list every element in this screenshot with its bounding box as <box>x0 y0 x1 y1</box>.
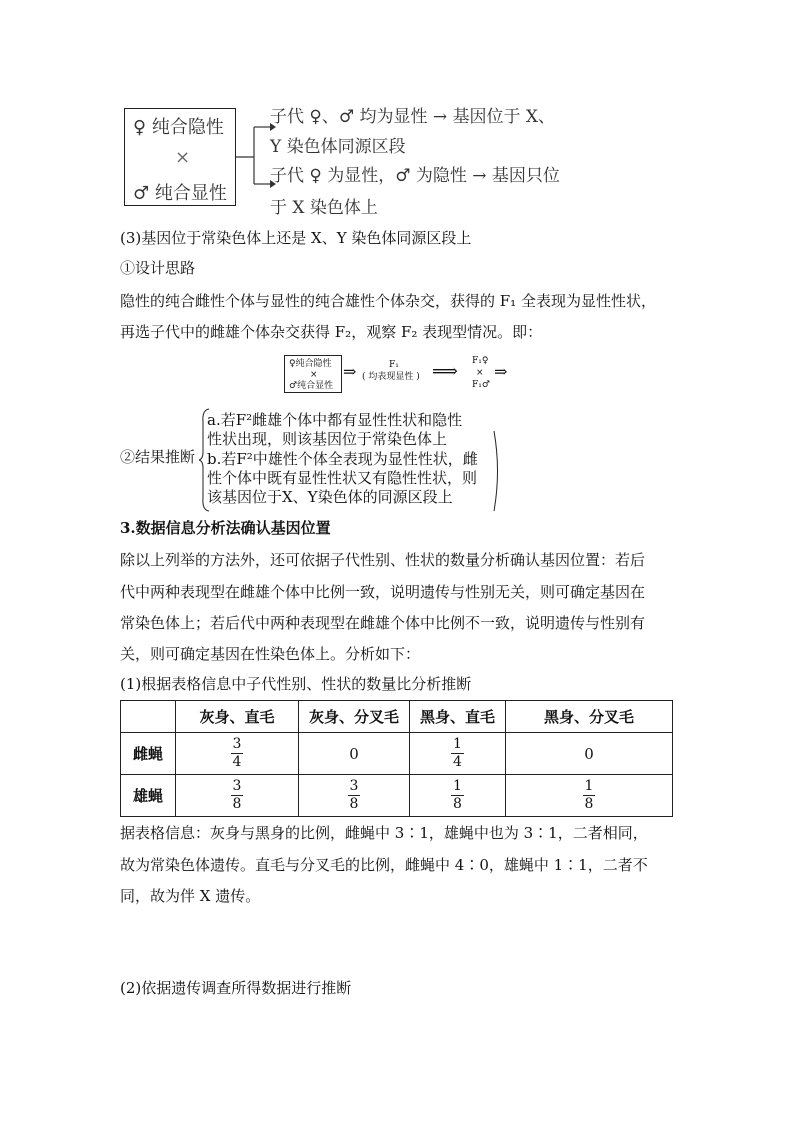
table-cell <box>299 775 410 817</box>
result-b-line1: b.若F²中雄性个体全表现为显性性状，雌 <box>207 450 478 468</box>
header-cell: 黑身、分叉毛 <box>506 701 673 733</box>
outcome2-line2: 于 X 染色体上 <box>270 198 378 218</box>
table-cell <box>176 775 299 817</box>
fraction: $\frac{3}{8}$ <box>349 778 359 812</box>
result-b-line3: 该基因位于X、Y染色体的同源区段上 <box>207 488 453 506</box>
outcome2-line1: 子代 ♀ 为显性，♂ 为隐性 → 基因只位 <box>270 166 560 186</box>
design-line2: 再选子代中的雌雄个体杂交获得 F₂，观察 F₂ 表现型情况。即： <box>120 323 543 341</box>
row-label-female: 雌蝇 <box>121 733 176 775</box>
header-cell: 灰身、直毛 <box>176 701 299 733</box>
data-section-heading: 3.数据信息分析法确认基因位置 <box>120 519 331 537</box>
small-female-label: ♀纯合隐性 <box>289 359 332 369</box>
table-row <box>121 733 673 775</box>
male-dominant-label: ♂ 纯合显性 <box>133 183 227 204</box>
table-cell <box>410 775 506 817</box>
fraction: $\frac{3}{8}$ <box>232 778 242 812</box>
long-arrow: ⟹ <box>432 361 456 382</box>
f1-female-label: F₁♀ <box>472 356 489 366</box>
data-para-line3: 常染色体上；若后代中两种表现型在雌雄个体中比例不一致，说明遗传与性别有 <box>120 614 646 632</box>
design-title: ①设计思路 <box>120 259 196 277</box>
fraction: $\frac{1}{8}$ <box>584 778 594 812</box>
arrow-to-f2: ⇒ <box>494 362 508 381</box>
result-b-line2: 性个体中既有显性性状又有隐性性状，则 <box>207 469 478 487</box>
analysis-line2: 故为常染色体遗传。直毛与分叉毛的比例，雌蝇中 4∶0，雄蝇中 1∶1，二者不 <box>120 856 648 874</box>
outcome1-line1: 子代 ♀、♂ 均为显性 → 基因位于 X、 <box>270 107 556 127</box>
f1-cross-symbol: × <box>476 368 484 378</box>
result-a-line2: 性状出现，则该基因位于常染色体上 <box>207 430 448 448</box>
design-line1: 隐性的纯合雌性个体与显性的纯合雄性个体杂交，获得的 F₁ 全表现为显性性状， <box>120 292 656 310</box>
fraction: $\frac{1}{4}$ <box>453 736 462 770</box>
header-cell: 灰身、分叉毛 <box>299 701 410 733</box>
header-cell: 黑身、直毛 <box>410 701 506 733</box>
small-cross-box <box>284 355 342 393</box>
table-row <box>121 775 673 817</box>
small-male-label: ♂纯合显性 <box>289 381 334 391</box>
header-cell <box>121 701 176 733</box>
table-cell: 0 <box>506 733 673 775</box>
result-a-line1: a.若F²雌雄个体中都有显性性状和隐性 <box>207 411 463 429</box>
data-sub1: (1)根据表格信息中子代性别、性状的数量比分析推断 <box>120 675 472 693</box>
table-cell <box>506 775 673 817</box>
analysis-line1: 据表格信息：灰身与黑身的比例，雌蝇中 3∶1，雄蝇中也为 3∶1，二者相同， <box>120 824 648 842</box>
fraction: $\frac{3}{4}$ <box>232 736 242 770</box>
arrow-to-f1: ⇒ <box>343 362 357 381</box>
data-para-line4: 关，则可确定基因在性染色体上。分析如下： <box>120 645 421 663</box>
row-label-male: 雄蝇 <box>121 775 176 817</box>
fraction: $\frac{1}{8}$ <box>453 778 462 812</box>
outcome1-line2: Y 染色体同源区段 <box>270 137 406 157</box>
table-cell <box>176 733 299 775</box>
table-header-row <box>121 701 673 733</box>
parent-cross-box <box>124 108 236 206</box>
data-para-line2: 代中两种表现型在雌雄个体中比例一致，说明遗传与性别无关，则可确定基因在 <box>120 583 646 601</box>
f1-label: F₁ <box>389 360 399 370</box>
results-label: ②结果推断 <box>120 448 196 466</box>
analysis-line3: 同，故为伴 X 遗传。 <box>120 887 261 905</box>
f1-male-label: F₁♂ <box>472 380 490 390</box>
section3-heading: (3)基因位于常染色体上还是 X、Y 染色体同源区段上 <box>120 229 472 247</box>
table-cell <box>410 733 506 775</box>
female-recessive-label: ♀ 纯合隐性 <box>133 117 224 138</box>
table-cell: 0 <box>299 733 410 775</box>
f1-description: ( 均表现显性 ) <box>362 372 420 382</box>
cross-symbol: × <box>175 147 191 168</box>
small-cross-symbol: × <box>310 370 318 380</box>
sub2-heading: (2)依据遗传调查所得数据进行推断 <box>120 979 352 997</box>
right-paren <box>492 430 502 512</box>
data-para-line1: 除以上列举的方法外，还可依据子代性别、性状的数量分析确认基因位置：若后 <box>120 551 646 569</box>
offspring-ratio-table <box>120 700 673 817</box>
